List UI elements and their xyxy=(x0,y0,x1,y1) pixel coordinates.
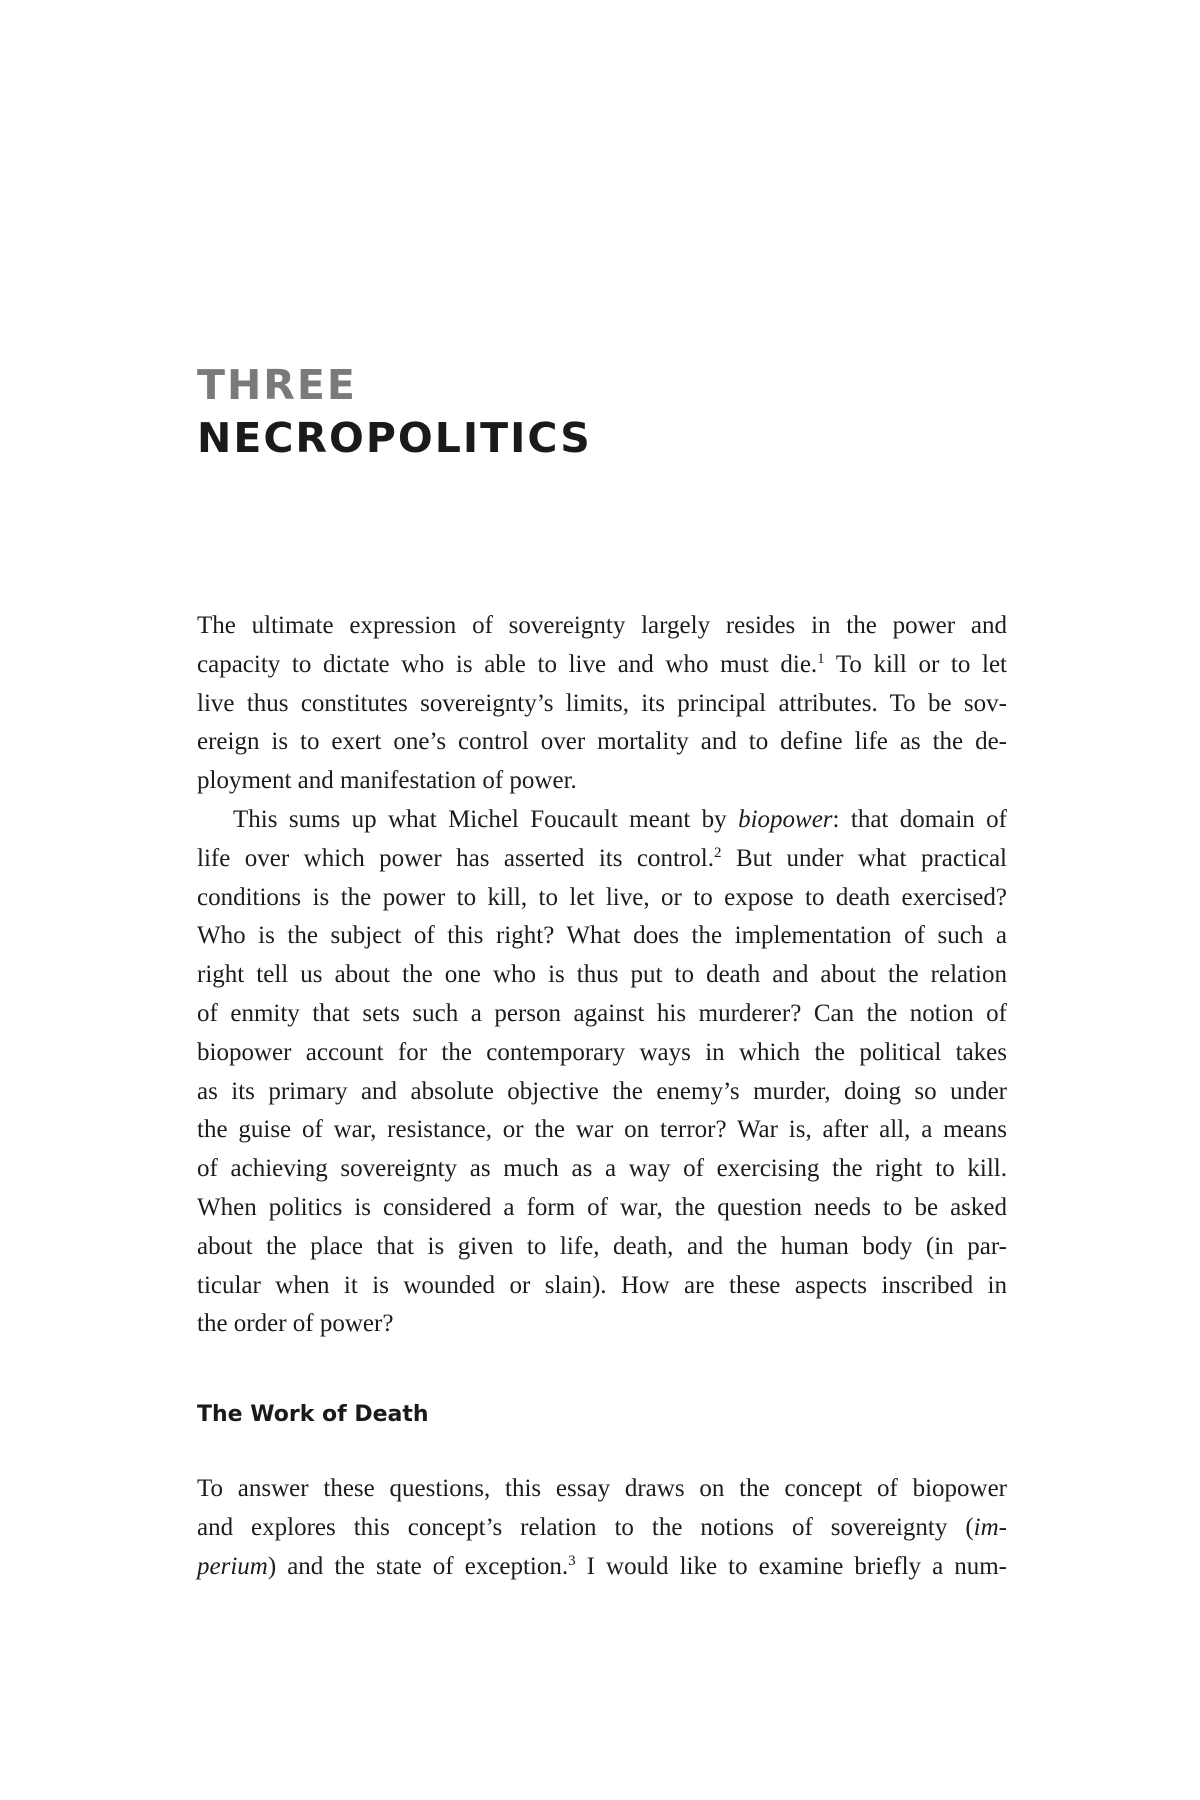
paragraph-line: as its primary and absolute objective the enemy’s murder, doing so under xyxy=(197,1077,1007,1105)
paragraph-line: live thus constitutes sovereignty’s limits, its principal attributes. To be sov- xyxy=(197,689,1007,717)
italic-term: biopower xyxy=(738,805,833,833)
paragraph-line: conditions is the power to kill, to let live, or to expose to death exercised? xyxy=(197,883,1007,911)
section-heading: The Work of Death xyxy=(197,1402,429,1427)
paragraph-line: of enmity that sets such a person against his murderer? Can the notion of xyxy=(197,999,1007,1027)
paragraph-line: To answer these questions, this essay draws on the concept of biopower xyxy=(197,1475,1007,1502)
paragraph-line: When politics is considered a form of war, the question needs to be asked xyxy=(197,1193,1007,1221)
chapter-number: THREE xyxy=(197,361,357,409)
italic-term: im- xyxy=(973,1513,1007,1541)
paragraph-line: The ultimate expression of sovereignty largely resides in the power and xyxy=(197,612,1007,639)
footnote-marker: 1 xyxy=(817,650,825,667)
paragraph-line: the guise of war, resistance, or the war on terror? War is, after all, a means xyxy=(197,1116,1007,1144)
section-text xyxy=(197,1470,1007,1586)
paragraph-line: life over which power has asserted its control.$^2$ But under what practical xyxy=(197,844,1007,872)
paragraph-line: Who is the subject of this right? What does the implementation of such a xyxy=(197,922,1007,950)
paragraph-line: about the place that is given to life, death, and the human body (in par- xyxy=(197,1232,1007,1260)
footnote-marker: 3 xyxy=(568,1552,576,1569)
footnote-marker: 2 xyxy=(714,844,722,861)
paragraph-line: of achieving sovereignty as much as a way of exercising the right to kill. xyxy=(197,1155,1007,1183)
paragraph-line: capacity to dictate who is able to live and who must die.$^1$ To kill or to let xyxy=(197,650,1008,678)
chapter-title: NECROPOLITICS xyxy=(197,414,592,462)
paragraph-line: ereign is to exert one’s control over mortality and to define life as the de- xyxy=(197,728,1007,756)
paragraph-line: and explores this concept’s relation to the notions of sovereignty (im- xyxy=(197,1513,1007,1541)
paragraph-line: biopower account for the contemporary ways in which the political takes xyxy=(197,1038,1007,1066)
paragraph-line: ployment and manifestation of power. xyxy=(197,767,577,795)
paragraph-line: perium) and the state of exception.$^3$ I would like to examine briefly a num- xyxy=(197,1552,1007,1580)
paragraph-line: ticular when it is wounded or slain). How are these aspects inscribed in xyxy=(197,1271,1007,1299)
opening-text xyxy=(197,607,1007,1344)
paragraph-line: This sums up what Michel Foucault meant by biopower: that domain of xyxy=(233,805,1007,833)
paragraph-line: the order of power? xyxy=(197,1310,394,1338)
paragraph-line: right tell us about the one who is thus put to death and about the relation xyxy=(197,961,1007,989)
italic-term: perium xyxy=(197,1552,268,1580)
